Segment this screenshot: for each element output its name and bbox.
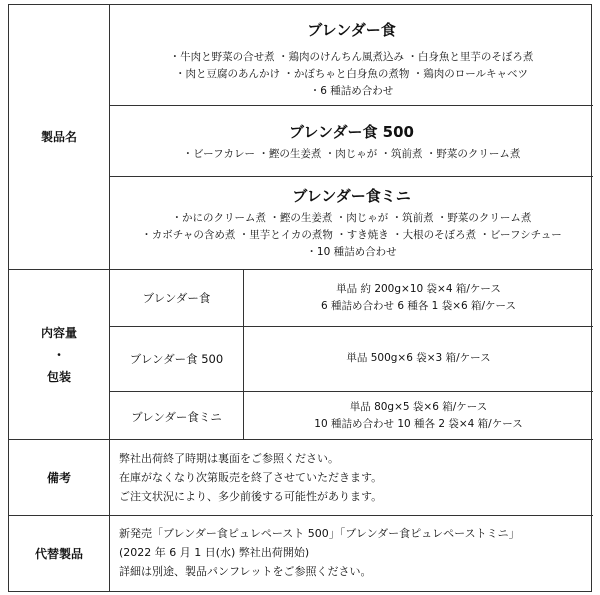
packaging-row-detail [244,281,593,315]
packaging-label [9,270,109,439]
remarks-line: 在庫がなくなり次第販売を終了させていただきます。 [119,471,383,484]
group-items-blender [110,49,593,100]
item-line: ・6 種詰め合わせ [309,85,394,97]
item-line: ・肉と豆腐のあんかけ ・かぼちゃと白身魚の煮物 ・鶏肉のロールキャベツ [175,68,528,80]
group-divider-1 [109,105,593,106]
replacement-text [119,524,589,581]
packaging-row-divider-1 [109,326,593,327]
replacement-line: 詳細は別途、製品パンフレットをご参照ください。 [119,565,372,578]
item-line: ・牛肉と野菜の合せ煮 ・鶏肉のけんちん風煮込み ・白身魚と里芋のそぼろ煮 [169,51,534,63]
packaging-row-divider-2 [109,391,593,392]
group-items-blender-500 [110,146,593,163]
remarks-text [119,449,589,506]
replacement-line: (2022 年 6 月 1 日(水) 弊社出荷開始) [119,546,310,559]
item-line: ・ビーフカレー ・鰹の生姜煮 ・肉じゃが ・筑前煮 ・野菜のクリーム煮 [182,148,521,160]
detail-line: 単品 80g×5 袋×6 箱/ケース [349,401,488,413]
replacement-label: 代替製品 [34,547,83,561]
detail-line: 10 種詰め合わせ 10 種各 2 袋×4 箱/ケース [314,418,523,430]
detail-line: 6 種詰め合わせ 6 種各 1 袋×6 箱/ケース [320,300,517,312]
product-name-label: 製品名 [40,130,77,144]
group-title-blender: ブレンダー食 [307,21,396,39]
item-line: ・10 種詰め合わせ [306,246,397,258]
packaging-row-detail [244,350,593,367]
packaging-row-name: ブレンダー食 500 [129,352,224,366]
item-line: ・カボチャの含め煮 ・里芋とイカの煮物 ・すき焼き ・大根のそぼろ煮 ・ビーフシチュー [141,229,562,241]
replacement-line: 新発売「ブレンダー食ピュレペースト 500」「ブレンダー食ピュレペーストミニ」 [119,527,520,540]
packaging-label-line: ・ [52,347,65,362]
group-title-blender-mini: ブレンダー食ミニ [292,187,411,205]
remarks-label: 備考 [46,470,71,485]
remarks-line: 弊社出荷終了時期は裏面をご参照ください。 [119,452,339,465]
product-info-table [8,4,592,592]
group-divider-2 [109,176,593,177]
group-title-blender-500: ブレンダー食 500 [289,123,414,141]
group-items-blender-mini [110,210,593,261]
remarks-line: ご注文状況により、多少前後する可能性があります。 [119,490,383,503]
packaging-row-name: ブレンダー食 [142,291,211,305]
packaging-row-name: ブレンダー食ミニ [131,410,222,424]
packaging-row-detail [244,399,593,433]
packaging-label-line: 包装 [46,369,71,384]
detail-line: 単品 500g×6 袋×3 箱/ケース [346,352,491,364]
detail-line: 単品 約 200g×10 袋×4 箱/ケース [336,283,501,295]
packaging-label-line: 内容量 [40,325,77,340]
item-line: ・かにのクリーム煮 ・鰹の生姜煮 ・肉じゃが ・筑前煮 ・野菜のクリーム煮 [171,212,532,224]
